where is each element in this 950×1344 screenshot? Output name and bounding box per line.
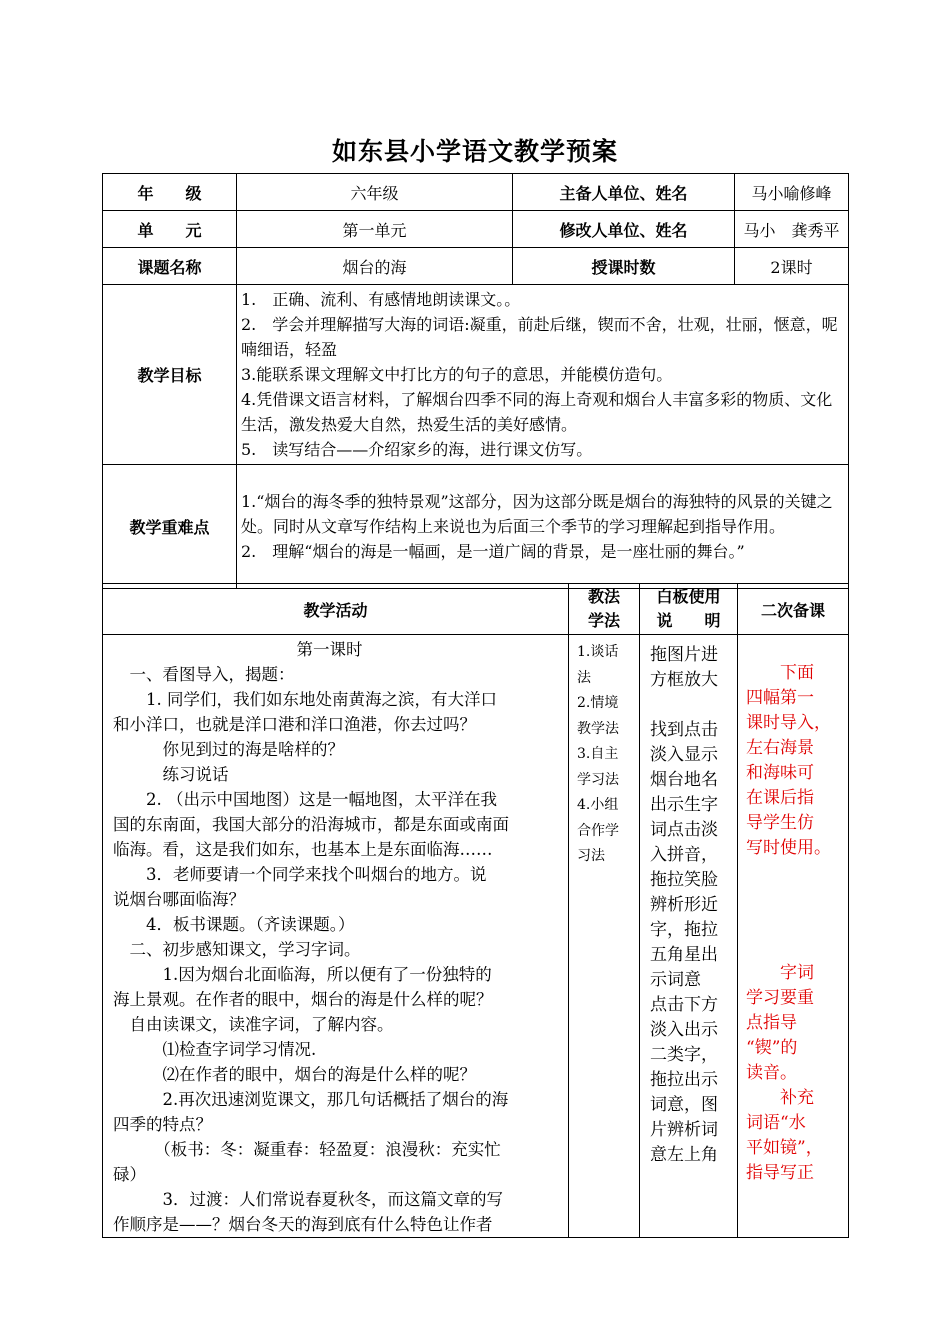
activity-line: 3．过渡：人们常说春夏秋冬，而这篇文章的写 bbox=[113, 1190, 503, 1209]
goal-line: 3.能联系课文理解文中打比方的句子的意思，并能模仿造句。 bbox=[241, 365, 673, 384]
activity-line: 2.再次迅速浏览课文，那几句话概括了烟台的海 bbox=[113, 1090, 509, 1109]
goal-line: 4.凭借课文语言材料，了解烟台四季不同的海上奇观和烟台人丰富多彩的物质、文化生活，激发热爱大自然，热爱生活的美好感情。 bbox=[241, 390, 833, 434]
goals-content bbox=[237, 285, 849, 465]
activity-line: ⑴检查字词学习情况. bbox=[113, 1040, 317, 1059]
second-prep-header: 二次备课 bbox=[738, 584, 849, 635]
goal-line: 1. 正确、流利、有感情地朗读课文。。 bbox=[241, 290, 521, 309]
activity-line: 四季的特点？ bbox=[113, 1115, 212, 1134]
activity-line: 国的东南面，我国大部分的沿海城市，都是东面或南面 bbox=[113, 815, 509, 834]
whiteboard-content: 拖图片进 方框放大 找到点击 淡入显示 烟台地名 出示生字 词点击淡 入拼音， 拖拉笑脸 辨析形近 字，拖拉 五角星出 示词意 点击下方 淡入出示 二类字， 拖拉出示 词意，图 片辨析词 意左上角 bbox=[640, 635, 738, 1238]
methods-content: 1.谈话 法 2.情境 教学法 3.自主 学习法 4.小组 合作学 习法 bbox=[569, 635, 640, 1238]
key-point-line: 1.“烟台的海冬季的独特景观”这部分，因为这部分既是烟台的海独特的风景的关键之处。同时从文章写作结构上来说也为后面三个季节的学习理解起到指导作用。 bbox=[241, 492, 833, 536]
activities-header: 教学活动 bbox=[103, 584, 569, 635]
activity-line: 2. （出示中国地图）这是一幅地图，太平洋在我 bbox=[113, 790, 497, 809]
author-label: 主备人单位、姓名 bbox=[513, 174, 735, 211]
whiteboard-header: 白板使用 说 明 bbox=[640, 584, 738, 635]
hours-value: 2课时 bbox=[735, 248, 849, 285]
topic-label: 课题名称 bbox=[103, 248, 237, 285]
lesson-heading: 第一课时 bbox=[296, 640, 363, 659]
activities-content bbox=[103, 635, 569, 1238]
activity-line: 作顺序是——？烟台冬天的海到底有什么特色让作者 bbox=[113, 1215, 493, 1234]
activity-line: 说烟台哪面临海？ bbox=[113, 890, 245, 909]
activity-line: （板书：冬：凝重春：轻盈夏：浪漫秋：充实忙 bbox=[113, 1140, 501, 1159]
grade-label: 年 级 bbox=[103, 174, 237, 211]
activity-line: 4．板书课题。（齐读课题。） bbox=[113, 915, 355, 934]
activity-line: 自由读课文，读准字词，了解内容。 bbox=[113, 1015, 394, 1034]
activity-line: 1. 同学们，我们如东地处南黄海之滨，有大洋口 bbox=[113, 690, 497, 709]
goal-line: 2. 学会并理解描写大海的词语:凝重，前赴后继，锲而不舍，壮观，壮丽，惬意，呢喃细语，轻盈 bbox=[241, 315, 838, 359]
activity-line: 练习说话 bbox=[113, 765, 229, 784]
reviser-label: 修改人单位、姓名 bbox=[513, 211, 735, 248]
methods-header: 教法 学法 bbox=[569, 584, 640, 635]
lesson-info-table bbox=[102, 173, 849, 589]
grade-value: 六年级 bbox=[237, 174, 513, 211]
key-point-line: 2. 理解“烟台的海是一幅画，是一道广阔的背景，是一座壮丽的舞台。” bbox=[241, 542, 745, 561]
reviser-value: 马小 龚秀平 bbox=[735, 211, 849, 248]
activity-line: 3．老师要请一个同学来找个叫烟台的地方。说 bbox=[113, 865, 487, 884]
activity-line: 二、初步感知课文，学习字词。 bbox=[113, 940, 361, 959]
author-value: 马小喻修峰 bbox=[735, 174, 849, 211]
activity-table bbox=[102, 583, 849, 1238]
topic-value: 烟台的海 bbox=[237, 248, 513, 285]
hours-label: 授课时数 bbox=[513, 248, 735, 285]
key-points-label: 教学重难点 bbox=[103, 465, 237, 589]
activity-line: 和小洋口，也就是洋口港和洋口渔港，你去过吗？ bbox=[113, 715, 476, 734]
activity-line: 碌） bbox=[113, 1165, 146, 1184]
second-prep-content: 下面 四幅第一 课时导入， 左右海景 和海味可 在课后指 导学生仿 写时使用。 字词 学习要重 点指导 “锲”的 读音。 补充 词语“水 平如镜”， 指导写正 bbox=[738, 635, 849, 1238]
activity-line: ⑵在作者的眼中，烟台的海是什么样的呢？ bbox=[113, 1065, 476, 1084]
goal-line: 5. 读写结合——介绍家乡的海，进行课文仿写。 bbox=[241, 440, 593, 459]
activity-line: 临海。看，这是我们如东，也基本上是东面临海…… bbox=[113, 840, 493, 859]
key-points-content bbox=[237, 465, 849, 589]
unit-value: 第一单元 bbox=[237, 211, 513, 248]
activity-line: 你见到过的海是啥样的？ bbox=[113, 740, 344, 759]
activity-line: 一、看图导入，揭题： bbox=[113, 665, 295, 684]
activity-line: 1.因为烟台北面临海，所以便有了一份独特的 bbox=[113, 965, 492, 984]
unit-label: 单 元 bbox=[103, 211, 237, 248]
activity-line: 海上景观。在作者的眼中，烟台的海是什么样的呢？ bbox=[113, 990, 493, 1009]
page-title: 如东县小学语文教学预案 bbox=[331, 137, 618, 166]
goals-label: 教学目标 bbox=[103, 285, 237, 465]
